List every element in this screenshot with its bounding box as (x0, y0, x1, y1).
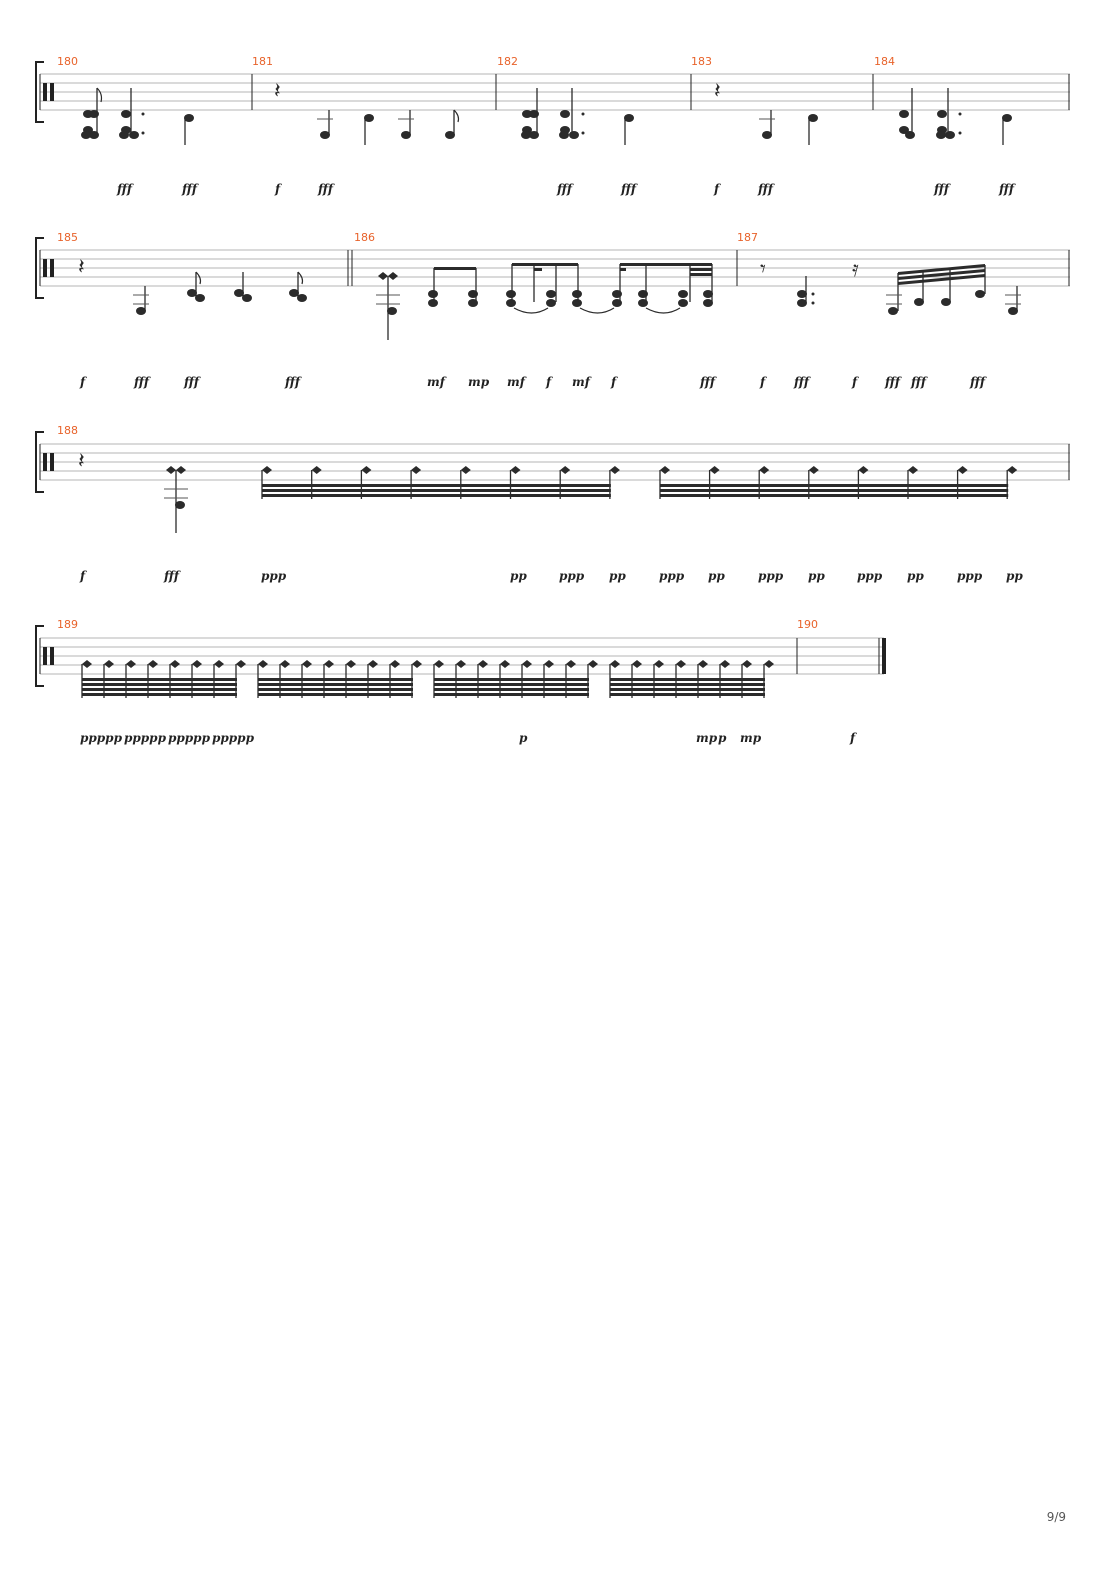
dynamic-marking: mf (507, 375, 525, 389)
beam (82, 693, 237, 696)
beam (262, 494, 611, 497)
beam (610, 688, 765, 691)
dynamic-marking: f (80, 375, 86, 389)
diamond-notehead (411, 466, 421, 474)
dynamic-marking: f (852, 375, 858, 389)
beamed-sixty-fourth-notes (434, 660, 598, 698)
diamond-notehead (500, 660, 510, 668)
note (759, 110, 775, 139)
dynamic-marking: fff (999, 182, 1015, 196)
dynamic-marking: fff (318, 182, 334, 196)
diamond-notehead (858, 466, 868, 474)
beam (82, 683, 237, 686)
system-4 (36, 618, 886, 745)
diamond-notehead (588, 660, 598, 668)
diamond-notehead (82, 660, 92, 668)
dynamic-marking: ppp (857, 569, 883, 583)
note-chord (936, 88, 962, 139)
diamond-notehead (764, 660, 774, 668)
dynamic-marking: fff (164, 569, 180, 583)
diamond-notehead (170, 660, 180, 668)
dynamic-marking: fff (117, 182, 133, 196)
note (364, 114, 374, 145)
dynamic-marking: p (718, 731, 727, 745)
quarter-rest: 𝄽 (78, 255, 85, 280)
diamond-notehead (654, 660, 664, 668)
measure-number: 188 (57, 424, 78, 437)
dynamic-marking: pp (708, 569, 725, 583)
dynamic-marking: fff (794, 375, 810, 389)
dynamic-marking: fff (758, 182, 774, 196)
beam (434, 678, 589, 681)
measure-number: 189 (57, 618, 78, 631)
dynamic-marking: f (850, 731, 856, 745)
note (808, 114, 818, 145)
beam (262, 484, 611, 487)
dynamic-marking: ppppp (124, 731, 166, 745)
diamond-notehead (676, 660, 686, 668)
staff-lines (40, 638, 884, 674)
dynamic-marking: fff (184, 375, 200, 389)
quarter-rest: 𝄽 (78, 449, 85, 474)
diamond-notehead (302, 660, 312, 668)
dynamic-marking: fff (134, 375, 150, 389)
sixteenth-rest: 𝄿 (852, 257, 859, 282)
diamond-notehead (236, 660, 246, 668)
measure-number: 190 (797, 618, 818, 631)
dynamic-marking: f (546, 375, 552, 389)
dynamic-marking: ppppp (80, 731, 122, 745)
note (445, 110, 459, 139)
dynamic-marking: pp (1006, 569, 1023, 583)
diamond-notehead (456, 660, 466, 668)
note-chord (797, 276, 815, 307)
measure-number: 187 (737, 231, 758, 244)
quarter-rest: 𝄽 (714, 79, 721, 104)
beam (258, 688, 413, 691)
note-chord (521, 88, 539, 139)
dynamic-marking: ppp (261, 569, 287, 583)
diamond-notehead (759, 466, 769, 474)
note-chord (376, 272, 400, 340)
dynamic-marking: mp (740, 731, 762, 745)
diamond-notehead (908, 466, 918, 474)
diamond-notehead (258, 660, 268, 668)
dynamic-marking: pp (907, 569, 924, 583)
diamond-notehead (262, 466, 272, 474)
diamond-notehead (522, 660, 532, 668)
diamond-notehead (126, 660, 136, 668)
measure-number: 184 (874, 55, 895, 68)
dynamic-marking: fff (885, 375, 901, 389)
beam (434, 683, 589, 686)
beamed-notes (612, 263, 713, 313)
beamed-sixty-fourth-notes (610, 660, 774, 698)
note-chord (559, 88, 585, 139)
diamond-notehead (660, 466, 670, 474)
note (398, 110, 414, 139)
system-1 (36, 55, 1070, 196)
diamond-notehead (742, 660, 752, 668)
system-2 (36, 231, 1070, 389)
dynamic-marking: mp (468, 375, 490, 389)
beam (434, 693, 589, 696)
dynamic-marking: ppp (957, 569, 983, 583)
system-3 (36, 424, 1070, 583)
dynamic-marking: pp (808, 569, 825, 583)
measure-number: 186 (354, 231, 375, 244)
dynamic-marking: fff (557, 182, 573, 196)
beam (262, 489, 611, 492)
beam (660, 494, 1008, 497)
beam (660, 489, 1008, 492)
dynamic-marking: mp (696, 731, 718, 745)
diamond-notehead (148, 660, 158, 668)
diamond-notehead (698, 660, 708, 668)
dynamic-marking: f (760, 375, 766, 389)
dynamic-marking: mf (427, 375, 445, 389)
beam (660, 484, 1008, 487)
diamond-notehead (958, 466, 968, 474)
note-chord (899, 88, 915, 139)
measure-number: 180 (57, 55, 78, 68)
diamond-notehead (412, 660, 422, 668)
dynamic-marking: fff (700, 375, 716, 389)
diamond-notehead (192, 660, 202, 668)
diamond-notehead (478, 660, 488, 668)
beam (434, 688, 589, 691)
dynamic-marking: pp (510, 569, 527, 583)
note-chord (81, 88, 102, 139)
diamond-notehead (346, 660, 356, 668)
beam (258, 683, 413, 686)
diamond-notehead (544, 660, 554, 668)
dynamic-marking: pp (609, 569, 626, 583)
beamed-notes (506, 263, 614, 313)
note (184, 114, 194, 145)
dynamic-marking: fff (621, 182, 637, 196)
dynamic-marking: f (275, 182, 281, 196)
dynamic-marking: fff (182, 182, 198, 196)
diamond-notehead (710, 466, 720, 474)
dynamic-marking: mf (572, 375, 590, 389)
beam (258, 693, 413, 696)
staff-lines (40, 74, 1070, 110)
note (624, 114, 634, 145)
beamed-notes (886, 264, 985, 315)
diamond-notehead (361, 466, 371, 474)
diamond-notehead (632, 660, 642, 668)
dynamic-marking: f (611, 375, 617, 389)
dynamic-marking: fff (285, 375, 301, 389)
diamond-notehead (368, 660, 378, 668)
diamond-notehead (280, 660, 290, 668)
dynamic-marking: fff (970, 375, 986, 389)
measure-number: 183 (691, 55, 712, 68)
diamond-notehead (1007, 466, 1017, 474)
measure-number: 182 (497, 55, 518, 68)
final-barline-thick (882, 638, 886, 674)
note (1002, 114, 1012, 145)
dynamic-marking: fff (911, 375, 927, 389)
diamond-notehead (390, 660, 400, 668)
diamond-notehead (104, 660, 114, 668)
dynamic-marking: ppp (758, 569, 784, 583)
staff-lines (40, 444, 1070, 480)
diamond-notehead (610, 466, 620, 474)
dynamic-marking: ppp (659, 569, 685, 583)
diamond-notehead (312, 466, 322, 474)
diamond-notehead (511, 466, 521, 474)
diamond-notehead (214, 660, 224, 668)
dynamic-marking: ppp (559, 569, 585, 583)
note (317, 110, 333, 139)
beam (610, 693, 765, 696)
beamed-notes (428, 267, 478, 307)
dynamic-marking: ppppp (168, 731, 210, 745)
note (133, 286, 149, 315)
page-number: 9/9 (1046, 1510, 1066, 1524)
diamond-notehead (610, 660, 620, 668)
diamond-notehead (566, 660, 576, 668)
note-chord (119, 88, 145, 139)
beam (258, 678, 413, 681)
eighth-rest: 𝄾 (760, 257, 766, 282)
quarter-rest: 𝄽 (274, 79, 281, 104)
dynamic-marking: f (714, 182, 720, 196)
dynamic-marking: p (519, 731, 528, 745)
diamond-notehead (809, 466, 819, 474)
beam (82, 678, 237, 681)
beamed-sixty-fourth-notes (258, 660, 422, 698)
measure-number: 181 (252, 55, 273, 68)
beam (610, 678, 765, 681)
beam (610, 683, 765, 686)
dynamic-marking: f (80, 569, 86, 583)
diamond-notehead (324, 660, 334, 668)
beamed-sixty-fourth-notes (82, 660, 246, 698)
diamond-notehead (434, 660, 444, 668)
diamond-notehead (560, 466, 570, 474)
note-chord (164, 466, 188, 533)
diamond-notehead (720, 660, 730, 668)
diamond-notehead (461, 466, 471, 474)
beam (82, 688, 237, 691)
measure-number: 185 (57, 231, 78, 244)
note (1005, 286, 1021, 315)
dynamic-marking: ppppp (212, 731, 254, 745)
dynamic-marking: fff (934, 182, 950, 196)
